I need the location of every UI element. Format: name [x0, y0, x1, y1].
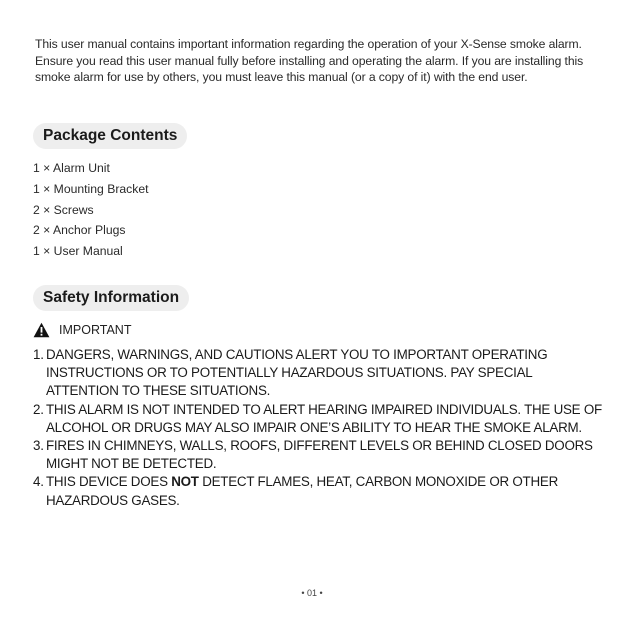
warning-text-after: DETECT FLAMES, HEAT, CARBON MONOXIDE OR OTHER HAZARDOUS GASES. [46, 474, 558, 508]
safety-warnings-list [33, 346, 603, 510]
important-label: IMPORTANT [59, 323, 132, 337]
warning-text: THIS ALARM IS NOT INTENDED TO ALERT HEARING IMPAIRED INDIVIDUALS. THE USE OF ALCOHOL OR DRUGS MAY ALSO IMPAIR ONE’S ABILITY TO HEAR THE SMOKE ALARM. [46, 401, 602, 435]
warning-emphasis: NOT [171, 474, 199, 490]
list-item: 1 × Mounting Bracket [33, 181, 149, 196]
warning-item [33, 401, 603, 437]
warning-text-before: THIS DEVICE DOES [46, 474, 172, 490]
warning-triangle-icon [33, 322, 50, 338]
warning-item [33, 346, 603, 401]
list-item: 2 × Anchor Plugs [33, 223, 126, 238]
warning-text: DANGERS, WARNINGS, AND CAUTIONS ALERT YOU TO IMPORTANT OPERATING INSTRUCTIONS OR TO POTENTIALLY HAZARDOUS SITUATIONS. PAY SPECIAL ATTENTION TO THESE SITUATIONS. [46, 347, 548, 399]
warning-text: FIRES IN CHIMNEYS, WALLS, ROOFS, DIFFERENT LEVELS OR BEHIND CLOSED DOORS MIGHT NOT BE DETECTED. [46, 438, 593, 472]
warning-number: 3. [33, 438, 44, 454]
list-item: 2 × Screws [33, 202, 94, 217]
warning-number: 1. [33, 347, 44, 362]
safety-information-heading: Safety Information [33, 285, 189, 311]
warning-item [33, 437, 603, 473]
warning-number: 2. [33, 401, 44, 417]
list-item: 1 × User Manual [33, 244, 123, 259]
list-item: 1 × Alarm Unit [33, 161, 110, 175]
warning-number: 4. [33, 474, 44, 490]
package-contents-heading: Package Contents [33, 123, 187, 149]
package-contents-list [33, 158, 149, 262]
intro-paragraph: This user manual contains important information regarding the operation of your X-Sense smoke alarm. Ensure you read this user manual fully before installing and operating the alarm. If you are installing this smoke alarm for use by others, you must leave this manual (or a copy of it) with the end user. [35, 37, 584, 84]
important-notice [33, 321, 131, 339]
warning-item [33, 473, 603, 509]
page-number: • 01 • [301, 588, 323, 598]
